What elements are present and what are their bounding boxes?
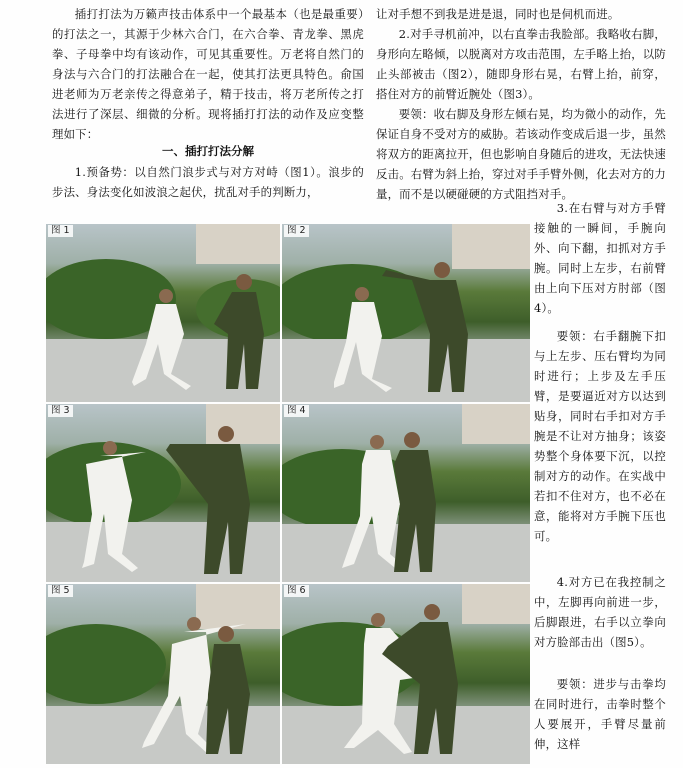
key-points-1-paragraph: 要领：收右脚及身形左倾右晃，均为微小的动作，先保证自身不受对方的威胁。若该动作变成后退一步，虽然将双方的距离拉开，但也影响自身随后的进攻，无法快速反击。右臂为斜上抬，穿过对手手臂外侧，化去对方的力量，而不是以硬碰硬的方式阻挡对手。 <box>376 107 666 201</box>
photo-figure-6-illustration <box>282 584 530 764</box>
right-continuation-paragraph: 让对手想不到我是进是退，同时也是伺机而进。 <box>376 7 620 21</box>
photo-figure-3 <box>46 404 280 582</box>
key-points-2-paragraph: 要领：右手翻腕下扣与上左步、压右臂均为同时进行；上步及左手压臂，是要逼近对方以达到贴身，同时右手扣对方手腕是不让对方抽身；该姿势整个身体要下沉，以控制对方的动作。在实战中若扣不住对方，也不必在意，能将对方手腕下压也可。 <box>534 329 666 543</box>
photo-figure-1-caption: 图 1 <box>48 225 73 237</box>
photo-figure-3-caption: 图 3 <box>48 405 73 417</box>
photo-figure-6 <box>282 584 530 764</box>
photo-figure-4-illustration <box>282 404 530 582</box>
item-2-paragraph: 2.对手寻机前冲，以右直拳击我脸部。我略收右脚，身形向左略倾，以脱离对方攻击范围，左手略上抬，以防止头部被击（图2），随即身形右晃，右臂上抬，前穿，搭住对方的前臂近腕处（图3）。 <box>376 27 666 101</box>
item-1-paragraph: 1.预备势：以自然门浪步式与对方对峙（图1）。浪步的步法、身法变化如波浪之起伏，扰乱对手的判断力， <box>52 165 364 199</box>
photo-figure-6-caption: 图 6 <box>284 585 309 597</box>
key-points-3-paragraph: 要领：进步与击拳均在同时进行，击拳时整个人要展开，手臂尽量前伸，这样 <box>534 677 666 751</box>
photo-figure-2 <box>282 224 530 402</box>
intro-paragraph: 插打打法为万籁声技击体系中一个最基本（也是最重要）的打法之一，其源于少林六合门，在六合拳、青龙拳、黑虎拳、子母拳中均有该动作，可见其重要性。万老将自然门的身法与六合门的打法融合在一起，使其打法更具特色。俞国进老师为万老亲传之得意弟子，精于技击，将万老所传之打法进行了深层、细微的分析。现将插打打法的动作及应变整理如下： <box>52 7 364 141</box>
item-4-paragraph: 4.对方已在我控制之中，左脚再向前进一步，后脚跟进，右手以立拳向对方脸部击出（图5）。 <box>534 575 666 649</box>
photo-figure-1 <box>46 224 280 402</box>
photo-figure-4 <box>282 404 530 582</box>
photo-figure-4-caption: 图 4 <box>284 405 309 417</box>
item-3-paragraph: 3.在右臂与对方手臂接触的一瞬间，手腕向外、向下翻，扣抓对方手腕。同时上左步，右前臂由上向下压对方肘部（图4）。 <box>534 201 666 315</box>
section-heading: 一、插打打法分解 <box>162 144 254 158</box>
photo-figure-2-caption: 图 2 <box>284 225 309 237</box>
photo-figure-5-illustration <box>46 584 280 764</box>
photo-figure-5-caption: 图 5 <box>48 585 73 597</box>
photo-figure-2-illustration <box>282 224 530 402</box>
photo-figure-1-illustration <box>46 224 280 402</box>
photo-figure-3-illustration <box>46 404 280 582</box>
photo-figure-5 <box>46 584 280 764</box>
